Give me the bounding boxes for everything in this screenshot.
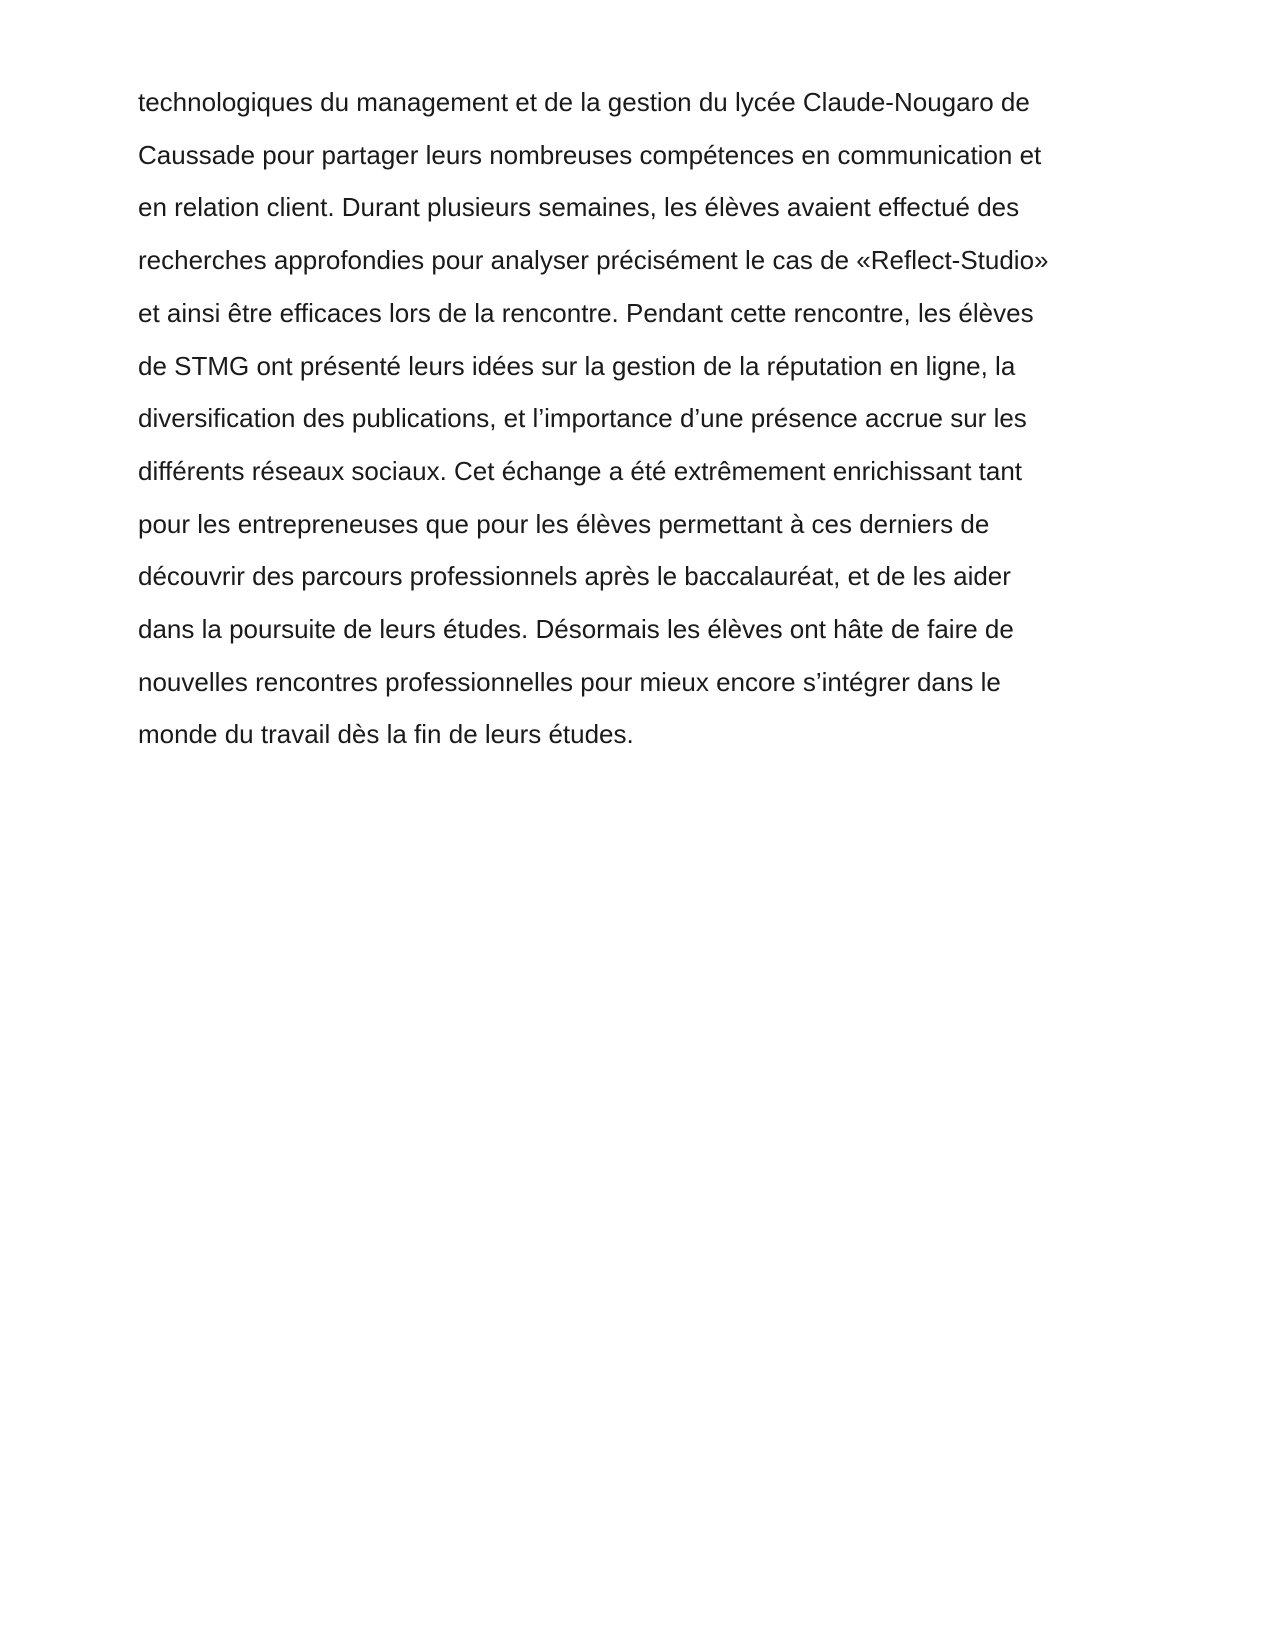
- paragraph-line: nouvelles rencontres professionnelles pour mieux encore s’intégrer dans le: [138, 666, 1001, 697]
- paragraph-line: recherches approfondies pour analyser précisément le cas de «Reflect-Studio»: [138, 245, 1049, 276]
- paragraph-line: technologiques du management et de la gestion du lycée Claude-Nougaro de: [138, 87, 1030, 117]
- paragraph-line: pour les entrepreneuses que pour les élèves permettant à ces derniers de: [138, 508, 990, 539]
- paragraph-line: monde du travail dès la fin de leurs études.: [138, 719, 634, 750]
- paragraph-line: différents réseaux sociaux. Cet échange a été extrêmement enrichissant tant: [138, 455, 1023, 486]
- paragraph-line: dans la poursuite de leurs études. Désormais les élèves ont hâte de faire de: [138, 614, 1014, 645]
- paragraph-line: en relation client. Durant plusieurs semaines, les élèves avaient effectué des: [138, 192, 1020, 223]
- paragraph-line: Caussade pour partager leurs nombreuses compétences en communication et: [138, 139, 1042, 170]
- body-paragraph: [138, 76, 1148, 761]
- paragraph-line: découvrir des parcours professionnels après le baccalauréat, et de les aider: [138, 561, 1011, 592]
- paragraph-line: et ainsi être efficaces lors de la rencontre. Pendant cette rencontre, les élèves: [138, 297, 1034, 328]
- paragraph-line: de STMG ont présenté leurs idées sur la gestion de la réputation en ligne, la: [138, 350, 1016, 381]
- paragraph-line: diversification des publications, et l’importance d’une présence accrue sur les: [138, 403, 1027, 434]
